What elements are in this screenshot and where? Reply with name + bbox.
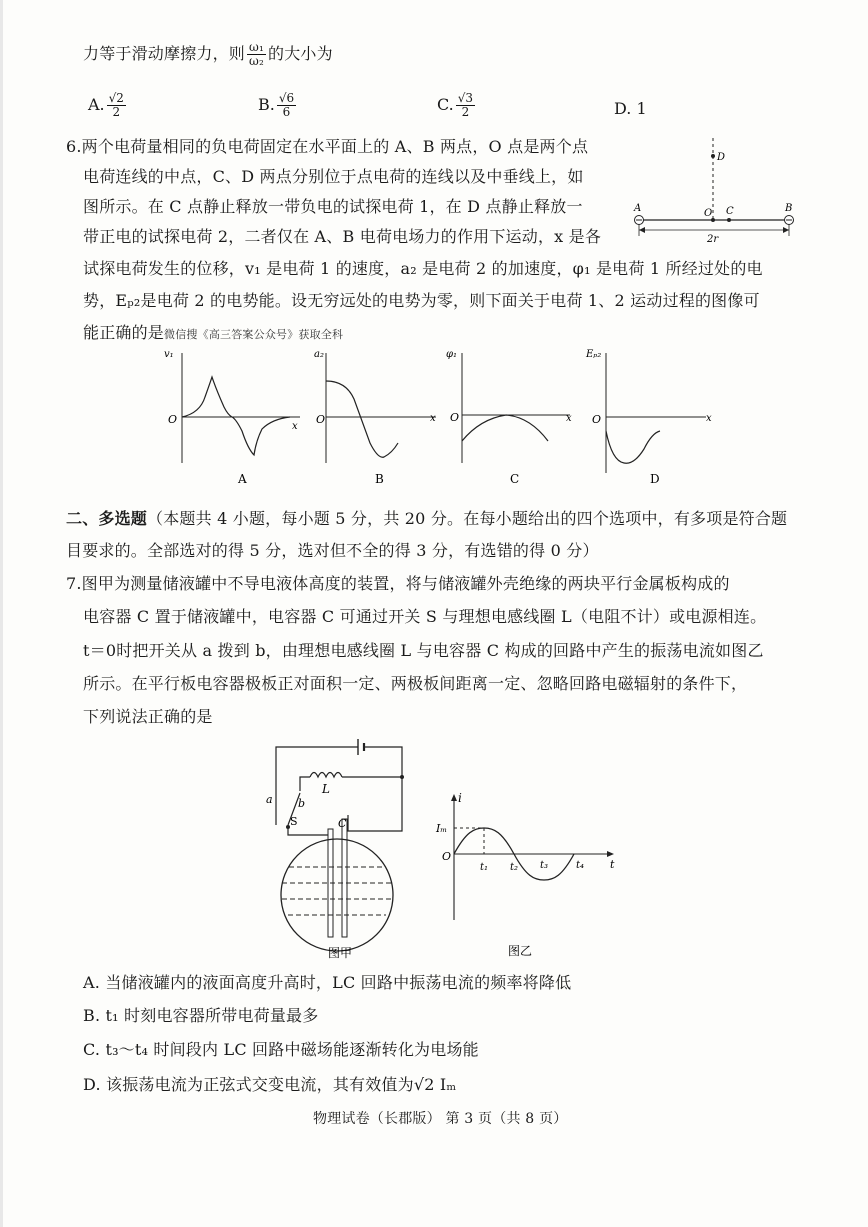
q6-line-4: 带正电的试探电荷 2，二者仅在 A、B 电荷电场力的作用下运动，x 是各 xyxy=(83,227,602,246)
section2-line2: 目要求的。全部选对的得 5 分，选对但不全的得 3 分，有选错的得 0 分） xyxy=(66,541,599,560)
label-b: b xyxy=(298,797,306,810)
yi-label-t4: t₄ xyxy=(576,860,585,871)
graph-d-curve xyxy=(606,431,660,463)
option-letter: C. xyxy=(437,95,454,114)
q5-option-a[interactable] xyxy=(88,92,128,119)
q7-option-d[interactable]: D. 该振荡电流为正弦式交变电流，其有效值为√2 Iₘ xyxy=(83,1075,457,1094)
label-a: a xyxy=(266,793,273,806)
option-text: 1 xyxy=(636,99,647,118)
label-d: D xyxy=(717,152,726,163)
graph-a-origin: O xyxy=(168,413,178,426)
yi-label-t1: t₁ xyxy=(480,862,489,873)
label-s: S xyxy=(290,815,298,828)
graph-d-origin: O xyxy=(592,413,602,426)
graph-a-xlabel: x xyxy=(292,421,298,432)
graph-b xyxy=(314,349,436,486)
frac-denominator: 6 xyxy=(282,105,291,119)
label-b: B xyxy=(785,203,793,214)
graph-c-xlabel: x xyxy=(566,413,572,424)
graph-b-origin: O xyxy=(316,413,326,426)
yi-y-arrow xyxy=(451,794,457,801)
graph-a-ylabel: v₁ xyxy=(164,349,174,360)
label-o: O xyxy=(704,208,713,219)
section2-heading xyxy=(66,508,787,530)
wire-right-loop xyxy=(348,747,402,831)
yi-label-t: t xyxy=(610,858,615,871)
q7-line-1: 7.图甲为测量储液罐中不导电液体高度的装置，将与储液罐外壳绝缘的两块平行金属板构成的 xyxy=(66,574,730,593)
graph-d xyxy=(585,349,712,486)
option-letter: A. xyxy=(88,95,105,114)
label-a: A xyxy=(634,203,642,214)
dim-arrow-left xyxy=(639,227,645,233)
frac-denominator: ω₂ xyxy=(249,54,265,68)
q7-option-c[interactable]: C. t₃～t₄ 时间段内 LC 回路中磁场能逐渐转化为电场能 xyxy=(83,1040,479,1059)
q6-line-5: 试探电荷发生的位移，v₁ 是电荷 1 的速度，a₂ 是电荷 2 的加速度，φ₁ 是电荷 1 所经过处的电 xyxy=(83,259,763,278)
option-fraction xyxy=(277,92,296,119)
page-edge xyxy=(0,0,3,1227)
yi-x-arrow xyxy=(607,851,614,857)
section2-title: 二、多选题 xyxy=(66,509,148,528)
figure-yi-caption: 图乙 xyxy=(508,944,533,958)
charge-figure xyxy=(625,134,805,246)
q6-line-1: 6.两个电荷量相同的负电荷固定在水平面上的 A、B 两点，O 点是两个点 xyxy=(66,137,589,156)
q7-line-5: 下列说法正确的是 xyxy=(83,707,213,726)
capacitor-plate-right xyxy=(342,819,347,937)
inductor-coil xyxy=(310,773,342,778)
q5-stem-tail xyxy=(83,41,333,68)
yi-label-o: O xyxy=(442,850,452,863)
frac-denominator: 2 xyxy=(112,105,121,119)
option-fraction xyxy=(107,92,126,119)
graph-b-ylabel: a₂ xyxy=(314,349,324,360)
q5-prefix: 力等于滑动摩擦力，则 xyxy=(83,44,246,63)
page-footer: 物理试卷（长郡版） 第 3 页（共 8 页） xyxy=(313,1111,568,1127)
graph-c-curve xyxy=(462,415,548,441)
frac-numerator: ω₁ xyxy=(249,40,265,54)
label-2r: 2r xyxy=(707,234,719,245)
graph-a-curve xyxy=(182,377,290,455)
q7-line-4: 所示。在平行板电容器极板正对面积一定、两极板间距离一定、忽略回路电磁辐射的条件下， xyxy=(83,674,748,693)
graph-c xyxy=(446,349,572,486)
frac-numerator: √6 xyxy=(278,91,295,105)
q7-line-2: 电容器 C 置于储液罐中，电容器 C 可通过开关 S 与理想电感线圈 L（电阻不计）或电源相连。 xyxy=(83,607,767,626)
figure-yi-waveform xyxy=(432,790,622,962)
frac-numerator: √2 xyxy=(108,91,124,105)
storage-tank xyxy=(281,839,393,951)
q5-option-b[interactable] xyxy=(258,92,298,119)
q7-line-3: t＝0时把开关从 a 拨到 b，由理想电感线圈 L 与电容器 C 构成的回路中产生的振荡电流如图乙 xyxy=(83,641,764,660)
yi-label-t3: t₃ xyxy=(540,860,549,871)
q6-line-2: 电荷连线的中点，C、D 两点分别位于点电荷的连线以及中垂线上，如 xyxy=(83,167,584,186)
figure-jia-caption: 图甲 xyxy=(328,946,353,960)
q5-option-c[interactable] xyxy=(437,92,477,119)
graph-b-xlabel: x xyxy=(430,413,436,424)
q5-option-d[interactable] xyxy=(614,98,647,120)
q6-line-7 xyxy=(83,322,343,346)
graph-a xyxy=(164,349,300,486)
q7-option-b[interactable]: B. t₁ 时刻电容器所带电荷量最多 xyxy=(83,1006,319,1025)
graph-c-ylabel: φ₁ xyxy=(446,349,458,360)
graph-d-caption: D xyxy=(650,472,660,486)
yi-label-t2: t₂ xyxy=(510,862,519,873)
graph-b-caption: B xyxy=(375,472,384,486)
wire-inductor-left xyxy=(300,777,310,791)
graph-c-origin: O xyxy=(450,411,460,424)
q6-graphs xyxy=(150,345,730,495)
yi-label-i: i xyxy=(458,791,462,805)
q6-line-7-text: 能正确的是 xyxy=(83,323,165,342)
q7-option-a[interactable]: A. 当储液罐内的液面高度升高时，LC 回路中振荡电流的频率将降低 xyxy=(83,973,572,992)
graph-d-ylabel: Eₚ₂ xyxy=(586,349,602,360)
point-c xyxy=(727,218,731,222)
graph-b-curve xyxy=(326,381,398,457)
option-letter: D. xyxy=(614,99,632,118)
label-c: C xyxy=(726,206,734,217)
label-l: L xyxy=(322,782,330,796)
option-fraction xyxy=(456,92,475,119)
q5-suffix: 的大小为 xyxy=(268,44,333,63)
watermark: 微信搜《高三答案公众号》获取全科 xyxy=(164,328,344,341)
wire-left-top xyxy=(276,747,358,815)
label-c: C xyxy=(338,817,347,830)
frac-denominator: 2 xyxy=(461,105,470,119)
q6-line-6: 势，Eₚ₂是电荷 2 的电势能。设无穷远处的电势为零，则下面关于电荷 1、2 运动过程的图像可 xyxy=(83,291,760,310)
graph-d-xlabel: x xyxy=(706,413,712,424)
section2-line1: （本题共 4 小题，每小题 5 分，共 20 分。在每小题给出的四个选项中，有多项是符合题 xyxy=(147,509,788,528)
figure-jia-circuit xyxy=(258,735,428,963)
graph-a-caption: A xyxy=(238,472,247,486)
dim-arrow-right xyxy=(783,227,789,233)
graph-c-caption: C xyxy=(510,472,520,486)
q6-line-3: 图所示。在 C 点静止释放一带负电的试探电荷 1，在 D 点静止释放一 xyxy=(83,197,583,216)
omega-fraction xyxy=(247,41,266,68)
yi-label-im: Iₘ xyxy=(436,822,448,835)
frac-numerator: √3 xyxy=(457,91,474,105)
option-letter: B. xyxy=(258,95,275,114)
point-d xyxy=(711,154,715,158)
